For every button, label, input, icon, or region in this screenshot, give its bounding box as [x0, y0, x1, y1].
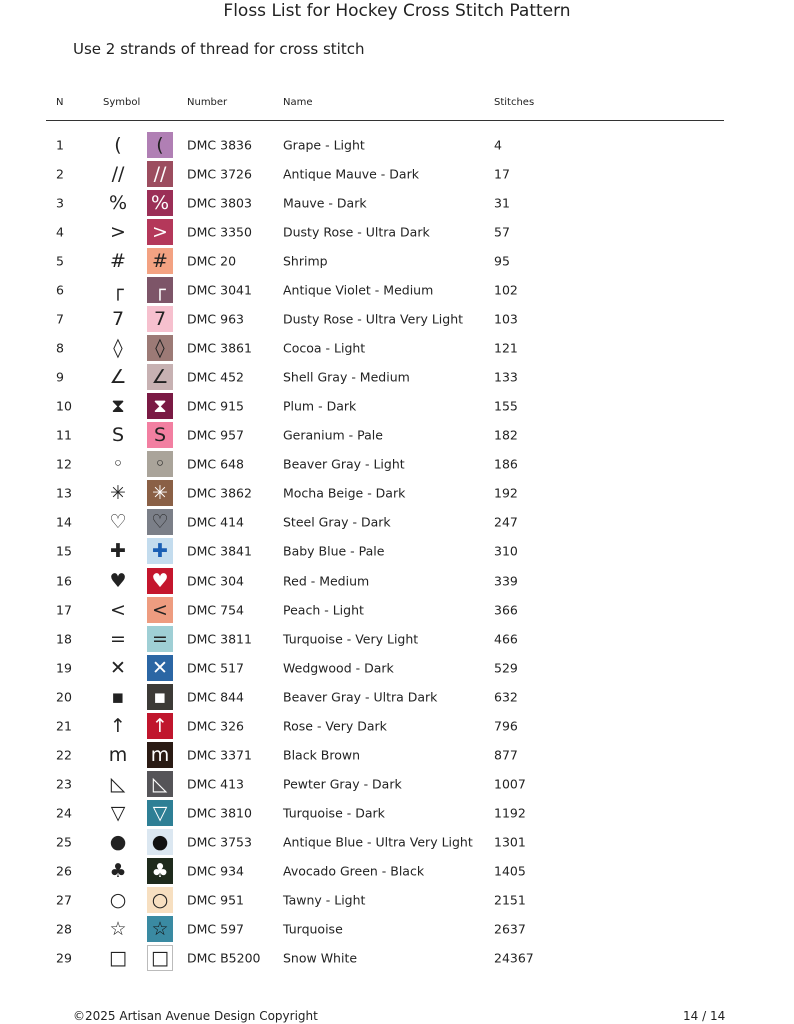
table-row [0, 304, 794, 333]
floss-name: Geranium - Pale [283, 427, 383, 443]
stitch-symbol-icon: > [110, 220, 126, 243]
row-number: 2 [56, 166, 64, 182]
color-swatch: S [147, 422, 173, 448]
color-swatch: ◊ [147, 335, 173, 361]
color-swatch: ▪ [147, 684, 173, 710]
stitch-count: 2637 [494, 921, 526, 937]
floss-number: DMC 452 [187, 369, 244, 385]
table-row [0, 799, 794, 828]
page-number: 14 / 14 [683, 1009, 726, 1023]
color-swatch: ✳ [147, 480, 173, 506]
stitch-count: 186 [494, 456, 518, 472]
floss-number: DMC 597 [187, 921, 244, 937]
row-number: 24 [56, 805, 72, 821]
table-row [0, 159, 794, 188]
table-row [0, 915, 794, 944]
row-number: 20 [56, 689, 72, 705]
row-number: 4 [56, 224, 64, 240]
floss-name: Mauve - Dark [283, 195, 367, 211]
floss-name: Turquoise - Very Light [283, 631, 419, 647]
stitch-symbol-icon: # [110, 249, 126, 272]
stitch-symbol-icon: ◺ [110, 773, 126, 796]
floss-name: Turquoise - Dark [283, 805, 385, 821]
floss-name: Cocoa - Light [283, 340, 366, 356]
stitch-count: 24367 [494, 950, 534, 966]
color-swatch: ┌ [147, 277, 173, 303]
floss-number: DMC 844 [187, 689, 244, 705]
stitch-symbol-icon: ∠ [109, 366, 127, 389]
table-row [0, 740, 794, 769]
floss-name: Black Brown [283, 747, 361, 763]
floss-number: DMC 3726 [187, 166, 252, 182]
table-row [0, 363, 794, 392]
floss-name: Red - Medium [283, 573, 370, 589]
floss-number: DMC 963 [187, 311, 244, 327]
row-number: 16 [56, 573, 72, 589]
stitch-count: 796 [494, 718, 518, 734]
color-swatch: < [147, 597, 173, 623]
stitch-count: 247 [494, 514, 518, 530]
stitch-count: 4 [494, 137, 502, 152]
floss-number: DMC 3041 [187, 282, 252, 298]
floss-number: DMC 3803 [187, 195, 252, 211]
row-number: 6 [56, 282, 64, 298]
floss-name: Tawny - Light [283, 892, 366, 908]
table-row [0, 246, 794, 275]
table-row [0, 130, 794, 159]
table-row [0, 886, 794, 915]
color-swatch: // [147, 161, 173, 187]
floss-name: Antique Blue - Ultra Very Light [283, 834, 473, 850]
color-swatch: m [147, 742, 173, 768]
color-swatch: ✚ [147, 538, 173, 564]
floss-number: DMC 3811 [187, 631, 252, 647]
floss-number: DMC 3861 [187, 340, 252, 356]
color-swatch: ↑ [147, 713, 173, 739]
row-number: 17 [56, 602, 72, 618]
table-row [0, 595, 794, 624]
stitch-symbol-icon: ● [109, 831, 127, 854]
table-row [0, 682, 794, 711]
floss-name: Wedgwood - Dark [283, 660, 394, 676]
floss-name: Beaver Gray - Light [283, 456, 405, 472]
row-number: 26 [56, 863, 72, 879]
table-row [0, 537, 794, 566]
table-row [0, 566, 794, 595]
header-divider [46, 120, 724, 121]
column-header-stitches: Stitches [494, 97, 535, 108]
floss-name: Dusty Rose - Ultra Dark [283, 224, 430, 240]
color-swatch: % [147, 190, 173, 216]
color-swatch: ◦ [147, 451, 173, 477]
stitch-symbol-icon: m [108, 743, 128, 766]
floss-number: DMC 648 [187, 456, 244, 472]
stitch-count: 95 [494, 253, 510, 269]
stitch-count: 17 [494, 166, 510, 182]
floss-name: Pewter Gray - Dark [283, 776, 402, 792]
copyright-text: ©2025 Artisan Avenue Design Copyright [73, 1009, 318, 1023]
floss-number: DMC 304 [187, 573, 244, 589]
row-number: 13 [56, 485, 72, 501]
stitch-count: 1007 [494, 776, 526, 792]
stitch-count: 103 [494, 311, 518, 327]
stitch-count: 133 [494, 369, 518, 385]
floss-name: Beaver Gray - Ultra Dark [283, 689, 438, 705]
color-swatch: ∠ [147, 364, 173, 390]
row-number: 19 [56, 660, 72, 676]
stitch-count: 2151 [494, 892, 526, 908]
column-header-symbol: Symbol [103, 97, 141, 108]
floss-number: DMC 754 [187, 602, 244, 618]
color-swatch: 7 [147, 306, 173, 332]
floss-name: Snow White [283, 950, 358, 966]
floss-name: Rose - Very Dark [283, 718, 387, 734]
stitch-count: 57 [494, 224, 510, 240]
stitch-count: 1192 [494, 805, 526, 821]
stitch-symbol-icon: ☆ [109, 918, 127, 941]
table-row [0, 479, 794, 508]
floss-name: Mocha Beige - Dark [283, 485, 406, 501]
stitch-symbol-icon: ⧗ [111, 395, 125, 418]
row-number: 1 [56, 137, 64, 152]
floss-number: DMC 3810 [187, 805, 252, 821]
row-number: 22 [56, 747, 72, 763]
stitch-count: 310 [494, 543, 518, 559]
stitch-count: 529 [494, 660, 518, 676]
row-number: 5 [56, 253, 64, 269]
row-number: 15 [56, 543, 72, 559]
floss-name: Dusty Rose - Ultra Very Light [283, 311, 464, 327]
color-swatch: ♡ [147, 509, 173, 535]
row-number: 14 [56, 514, 72, 530]
page-title: Floss List for Hockey Cross Stitch Pattern [223, 1, 571, 21]
stitch-symbol-icon: ▪ [111, 685, 125, 708]
floss-number: DMC 3841 [187, 543, 252, 559]
floss-number: DMC 326 [187, 718, 244, 734]
floss-name: Shrimp [283, 253, 328, 269]
color-swatch: ● [147, 829, 173, 855]
floss-number: DMC 915 [187, 398, 244, 414]
table-row [0, 508, 794, 537]
stitch-symbol-icon: = [110, 627, 126, 650]
stitch-symbol-icon: ○ [109, 889, 127, 912]
color-swatch: ♥ [147, 568, 173, 594]
row-number: 7 [56, 311, 64, 327]
floss-number: DMC 3753 [187, 834, 252, 850]
stitch-count: 632 [494, 689, 518, 705]
stitch-symbol-icon: ♥ [109, 569, 127, 592]
table-row [0, 770, 794, 799]
stitch-symbol-icon: ♣ [109, 860, 127, 883]
table-row [0, 421, 794, 450]
table-row [0, 653, 794, 682]
stitch-count: 339 [494, 573, 518, 589]
floss-name: Antique Violet - Medium [283, 282, 434, 298]
row-number: 29 [56, 950, 72, 966]
row-number: 3 [56, 195, 64, 211]
floss-number: DMC 3350 [187, 224, 252, 240]
table-row [0, 275, 794, 304]
stitch-count: 31 [494, 195, 510, 211]
row-number: 25 [56, 834, 72, 850]
stitch-count: 1405 [494, 863, 526, 879]
column-header-n: N [56, 97, 64, 108]
stitch-count: 121 [494, 340, 518, 356]
color-swatch: ▽ [147, 800, 173, 826]
row-number: 10 [56, 398, 72, 414]
row-number: 12 [56, 456, 72, 472]
stitch-symbol-icon: ♡ [109, 511, 127, 534]
row-number: 21 [56, 718, 72, 734]
floss-number: DMC 957 [187, 427, 244, 443]
stitch-count: 192 [494, 485, 518, 501]
stitch-symbol-icon: // [111, 162, 125, 185]
row-number: 11 [56, 427, 72, 443]
row-number: 28 [56, 921, 72, 937]
color-swatch: ✕ [147, 655, 173, 681]
floss-number: DMC 3836 [187, 137, 252, 152]
stitch-symbol-icon: ✚ [110, 540, 126, 563]
stitch-symbol-icon: ◊ [113, 336, 123, 359]
column-header-name: Name [283, 97, 313, 108]
floss-name: Antique Mauve - Dark [283, 166, 419, 182]
floss-number: DMC 517 [187, 660, 244, 676]
color-swatch: ( [147, 132, 173, 158]
table-row [0, 624, 794, 653]
table-row [0, 944, 794, 973]
stitch-symbol-icon: ( [114, 133, 122, 156]
stitch-symbol-icon: 7 [111, 307, 125, 330]
table-row [0, 333, 794, 362]
color-swatch: ◺ [147, 771, 173, 797]
stitch-symbol-icon: ┌ [112, 278, 124, 301]
color-swatch: > [147, 219, 173, 245]
color-swatch: ⧗ [147, 393, 173, 419]
stitch-count: 366 [494, 602, 518, 618]
table-row [0, 392, 794, 421]
floss-name: Baby Blue - Pale [283, 543, 385, 559]
table-row [0, 828, 794, 857]
color-swatch: ♣ [147, 858, 173, 884]
stitch-count: 877 [494, 747, 518, 763]
color-swatch: = [147, 626, 173, 652]
table-row [0, 711, 794, 740]
stitch-symbol-icon: S [111, 424, 125, 447]
stitch-symbol-icon: ✕ [110, 656, 126, 679]
stitch-symbol-icon: ◦ [112, 453, 124, 476]
floss-name: Plum - Dark [283, 398, 357, 414]
color-swatch: # [147, 248, 173, 274]
table-row [0, 188, 794, 217]
stitch-count: 466 [494, 631, 518, 647]
stitch-symbol-icon: ✳ [110, 482, 126, 505]
column-header-number: Number [187, 97, 228, 108]
color-swatch: ☆ [147, 916, 173, 942]
row-number: 18 [56, 631, 72, 647]
floss-name: Turquoise [283, 921, 343, 937]
stitch-symbol-icon: ▽ [110, 802, 126, 825]
stitch-count: 155 [494, 398, 518, 414]
floss-number: DMC 3862 [187, 485, 252, 501]
table-row [0, 857, 794, 886]
color-swatch: □ [147, 945, 173, 971]
floss-number: DMC 934 [187, 863, 244, 879]
floss-number: DMC 413 [187, 776, 244, 792]
stitch-count: 1301 [494, 834, 526, 850]
row-number: 27 [56, 892, 72, 908]
stitch-count: 102 [494, 282, 518, 298]
stitch-symbol-icon: ↑ [110, 714, 126, 737]
floss-name: Steel Gray - Dark [283, 514, 391, 530]
stitch-symbol-icon: □ [109, 947, 127, 970]
floss-name: Peach - Light [283, 602, 364, 618]
floss-name: Avocado Green - Black [283, 863, 425, 879]
floss-number: DMC 20 [187, 253, 237, 269]
table-row [0, 450, 794, 479]
floss-number: DMC 414 [187, 514, 244, 530]
floss-name: Shell Gray - Medium [283, 369, 410, 385]
row-number: 23 [56, 776, 72, 792]
table-row [0, 217, 794, 246]
stitch-symbol-icon: % [108, 191, 128, 214]
stitch-count: 182 [494, 427, 518, 443]
floss-name: Grape - Light [283, 137, 365, 152]
floss-number: DMC 951 [187, 892, 244, 908]
row-number: 8 [56, 340, 64, 356]
stitch-symbol-icon: < [110, 598, 126, 621]
floss-number: DMC B5200 [187, 950, 261, 966]
color-swatch: ○ [147, 887, 173, 913]
floss-number: DMC 3371 [187, 747, 252, 763]
instructions-text: Use 2 strands of thread for cross stitch [73, 40, 365, 58]
row-number: 9 [56, 369, 64, 385]
